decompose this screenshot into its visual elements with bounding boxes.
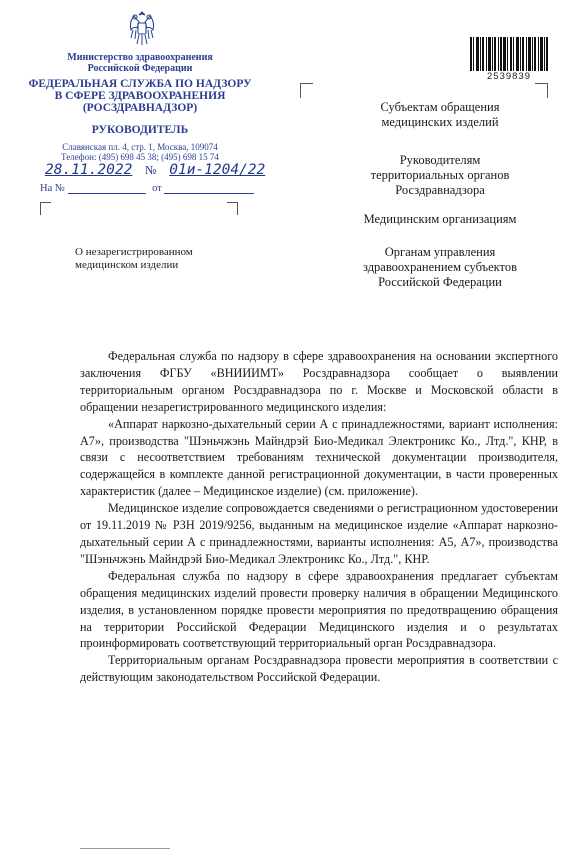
barcode-number: 2539839: [487, 71, 531, 82]
barcode-icon: [470, 37, 548, 71]
outgoing-no-label: №: [145, 163, 157, 177]
subject-line-1: О незарегистрированном: [75, 246, 193, 258]
body-paragraph-1: Федеральная служба по надзору в сфере здравоохранения на основании экспертного заключения ФГБУ «ВНИИИМТ» Росздравнадзора сообщает о выявлении территориальным органом Росздравнадзора по г. Москве и Московской области в обращении незарегистрированного медицинского изделия:: [80, 349, 558, 414]
ministry-line-2: Российской Федерации: [87, 63, 193, 74]
body-paragraph-4: Федеральная служба по надзору в сфере здравоохранения предлагает субъектам обращения медицинских изделий провести проверку наличия в обращении Медицинского изделия, в установленном порядке провести мероприятия по предотвращению обращения на территории Российской Федерации Медицинского изделия и о результатах проинформировать соответствующий территориальный орган Росздравнадзора.: [80, 568, 558, 651]
reference-na-label: На №: [40, 183, 65, 194]
addressee-4-line-1: Органам управления: [384, 245, 496, 259]
addressee-3-line-1: Медицинским организациям: [363, 212, 517, 226]
addressee-1-line-1: Субъектам обращения: [380, 100, 500, 114]
corner-mark-right-top: [227, 202, 238, 215]
addressee-4: [325, 245, 555, 290]
addressee-4-line-2: здравоохранением субъектов: [362, 260, 517, 274]
service-line-3: (РОСЗДРАВНАДЗОР): [82, 102, 198, 114]
footer-divider: [80, 848, 170, 849]
addressee-1-line-2: медицинских изделий: [381, 115, 499, 129]
letter-body: [80, 348, 558, 686]
body-paragraph-2: «Аппарат наркозно-дыхательный серии А с принадлежностями, вариант исполнения: А7», производства "Шэньчжэнь Майндрэй Био-Медикал Электроникс Ко., Лтд.", КНР, в связи с несоответствием требованиям технической документации производителя, содержащейся в комплекте данной регистрационной документации, в части проверенных характеристик (далее – Медицинское изделие) (см. приложение).: [80, 416, 558, 499]
addressee-2: [325, 153, 555, 198]
corner-mark-left-top: [40, 202, 51, 215]
address-block: [20, 142, 260, 162]
reference-row: [40, 183, 254, 194]
ministry-line-1: Министерство здравоохранения: [67, 52, 213, 63]
addressee-1: [325, 100, 555, 130]
addressee-2-line-3: Росздравнадзора: [395, 183, 485, 197]
addressee-3: [325, 212, 555, 227]
phone-line: Телефон: (495) 698 45 38; (495) 698 15 74: [61, 152, 219, 162]
subject-line-2: медицинском изделии: [75, 259, 179, 271]
addressee-4-line-3: Российской Федерации: [378, 275, 502, 289]
service-line-1: ФЕДЕРАЛЬНАЯ СЛУЖБА ПО НАДЗОРУ: [28, 78, 252, 90]
letter-subject: [75, 246, 245, 272]
addressee-2-line-2: территориальных органов: [370, 168, 510, 182]
outgoing-number: 01и-1204/22: [169, 162, 266, 178]
coat-of-arms-icon: [125, 8, 159, 48]
service-name: [20, 78, 260, 114]
outgoing-date: 28.11.2022: [45, 162, 133, 178]
address-line: Славянская пл. 4, стр. 1, Москва, 109074: [62, 142, 218, 152]
body-paragraph-3: Медицинское изделие сопровождается сведениями о регистрационном удостоверении от 19.11.2019 № РЗН 2019/9256, выданным на медицинское изделие «Аппарат наркозно-дыхательный серии А с принадлежностями, варианты исполнения: А5, А7», производства "Шэньчжэнь Майндрэй Био-Медикал Электроникс Ко., Лтд.", КНР.: [80, 501, 558, 566]
reference-date-line: [164, 183, 254, 194]
head-title: РУКОВОДИТЕЛЬ: [91, 124, 189, 136]
addressee-2-line-1: Руководителям: [399, 153, 481, 167]
reference-ot-label: от: [152, 183, 162, 194]
outgoing-date-number: [45, 162, 265, 178]
body-paragraph-5: Территориальным органам Росздравнадзора провести мероприятия в соответствии с действующим законодательством Российской Федерации.: [80, 653, 558, 685]
reference-number-line: [68, 183, 146, 194]
ministry-name: [20, 52, 260, 74]
corner-mark-addressee-right: [535, 83, 548, 98]
service-line-2: В СФЕРЕ ЗДРАВООХРАНЕНИЯ: [54, 90, 226, 102]
corner-mark-addressee-left: [300, 83, 313, 98]
